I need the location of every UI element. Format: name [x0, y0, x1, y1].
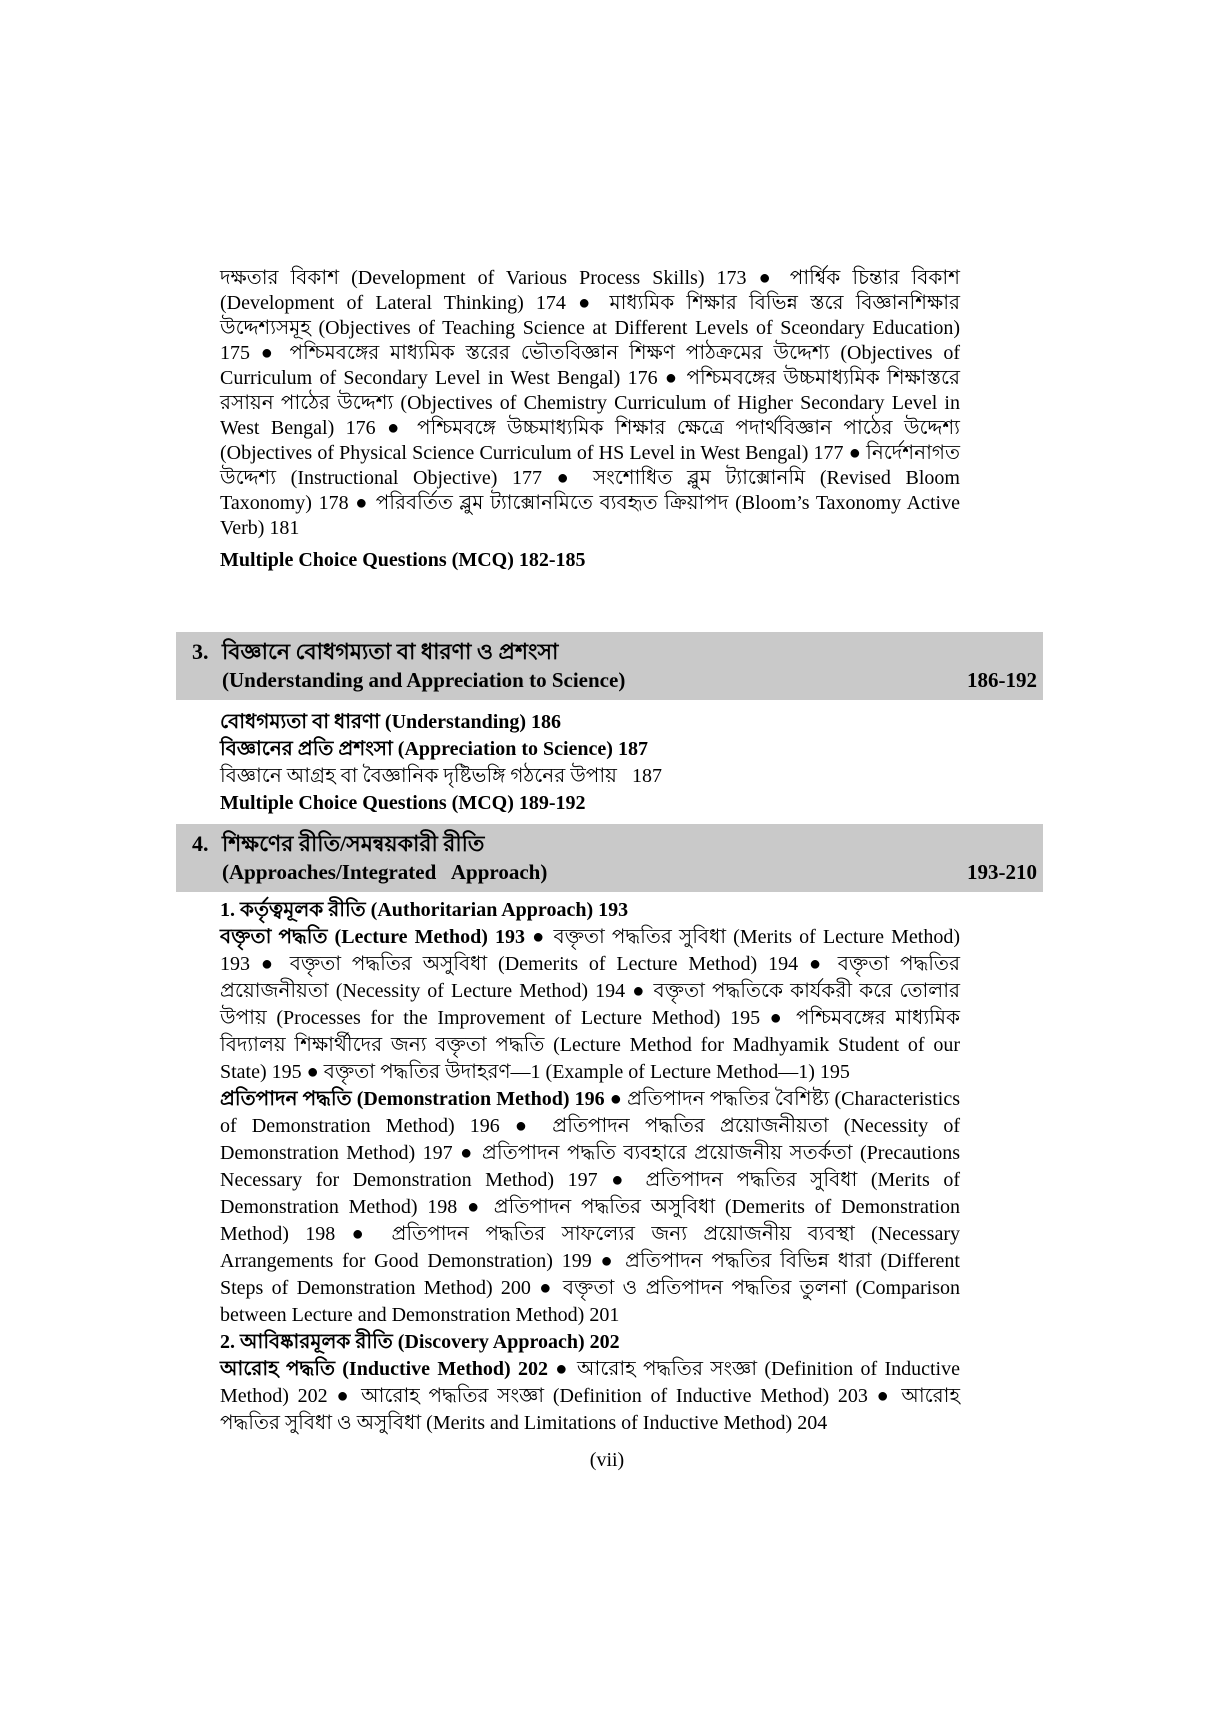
chapter4-subheading-authoritarian: 1. কর্তৃত্বমূলক রীতি (Authoritarian Approach) 193 [220, 899, 629, 921]
lecture-method-lead: বক্তৃতা পদ্ধতি (Lecture Method) 193 [220, 926, 526, 948]
demonstration-method-rest: ● প্রতিপাদন পদ্ধতির বৈশিষ্ট্য (Characteristics of Demonstration Method) 196 ● প্রতিপাদন পদ্ধতির প্রয়োজনীয়তা (Necessity of Demonstration Method) 197 ● প্রতিপাদন পদ্ধতি ব্যবহারে প্রয়োজনীয় সতর্কতা (Precautions Necessary for Demonstration Method) 197 ● প্রতিপাদন পদ্ধতির সুবিধা (Merits of Demonstration Method) 198 ● প্রতিপাদন পদ্ধতির অসুবিধা (Demerits of Demonstration Method) 198 ● প্রতিপাদন পদ্ধতির সাফল্যের জন্য প্রয়োজনীয় ব্যবস্থা (Necessary Arrangements for Good Demonstration) 199 ● প্রতিপাদন পদ্ধতির বিভিন্ন ধারা (Different Steps of Demonstration Method) 200 ● বক্তৃতা ও প্রতিপাদন পদ্ধতির তুলনা (Comparison between Lecture and Demonstration Method) 201 [220, 1088, 960, 1326]
inductive-method-lead: আরোহ পদ্ধতি (Inductive Method) 202 [220, 1358, 548, 1380]
chapter4-entries [220, 897, 960, 1437]
chapter3-page-range: 186-192 [967, 668, 1037, 692]
chapter3-number: 3. [192, 639, 209, 664]
chapter3-title-english: (Understanding and Appreciation to Science) [222, 668, 626, 692]
demonstration-method-lead: প্রতিপাদন পদ্ধতি (Demonstration Method) 196 [220, 1088, 605, 1110]
chapter4-header-band [176, 824, 1043, 892]
toc-entry: বিজ্ঞানের প্রতি প্রশংসা (Appreciation to Science) 187 [220, 738, 648, 760]
chapter4-title-english: (Approaches/Integrated Approach) [222, 860, 548, 884]
chapter4-demonstration-method-paragraph [220, 1086, 960, 1329]
chapter3-header-band [176, 632, 1043, 700]
toc-content-column [192, 266, 1037, 1437]
chapter4-title-row [192, 829, 1043, 858]
chapter3-title-bengali: বিজ্ঞানে বোধগম্যতা বা ধারণা ও প্রশংসা [222, 639, 559, 664]
chapter4-title-bengali: শিক্ষণের রীতি/সমন্বয়কারী রীতি [222, 831, 485, 856]
chapter4-inductive-method-paragraph [220, 1356, 960, 1437]
chapter4-subtitle-row [192, 858, 1043, 886]
chapter3-mcq-line: Multiple Choice Questions (MCQ) 189-192 [220, 792, 586, 814]
chapter4-page-range: 193-210 [967, 860, 1037, 884]
chapter3-entries [220, 709, 960, 817]
chapter3-title-row [192, 637, 1043, 666]
toc-entry: বিজ্ঞানে আগ্রহ বা বৈজ্ঞানিক দৃষ্টিভঙ্গি গঠনের উপায় 187 [220, 765, 662, 787]
chapter2-continuation-paragraph: দক্ষতার বিকাশ (Development of Various Process Skills) 173 ● পার্শ্বিক চিন্তার বিকাশ (Development of Lateral Thinking) 174 ● মাধ্যমিক শিক্ষার বিভিন্ন স্তরে বিজ্ঞানশিক্ষার উদ্দেশ্যসমূহ (Objectives of Teaching Science at Different Levels of Sceondary Education) 175 ● পশ্চিমবঙ্গের মাধ্যমিক স্তরের ভৌতবিজ্ঞান শিক্ষণ পাঠক্রমের উদ্দেশ্য (Objectives of Curriculum of Secondary Level in West Bengal) 176 ● পশ্চিমবঙ্গের উচ্চমাধ্যমিক শিক্ষাস্তরে রসায়ন পাঠের উদ্দেশ্য (Objectives of Chemistry Curriculum of Higher Secondary Level in West Bengal) 176 ● পশ্চিমবঙ্গে উচ্চমাধ্যমিক শিক্ষার ক্ষেত্রে পদার্থবিজ্ঞান পাঠের উদ্দেশ্য (Objectives of Physical Science Curriculum of HS Level in West Bengal) 177 ● নির্দেশনাগত উদ্দেশ্য (Instructional Objective) 177 ● সংশোধিত ব্লুম ট্যাক্সোনমি (Revised Bloom Taxonomy) 178 ● পরিবর্তিত ব্লুম ট্যাক্সোনমিতে ব্যবহৃত ক্রিয়াপদ (Bloom’s Taxonomy Active Verb) 181 [220, 267, 960, 539]
toc-entry: বোধগম্যতা বা ধারণা (Understanding) 186 [220, 711, 562, 733]
chapter4-subheading-discovery: 2. আবিষ্কারমূলক রীতি (Discovery Approach) 202 [220, 1331, 620, 1353]
chapter3-subtitle-row [192, 666, 1043, 694]
chapter2-mcq-line: Multiple Choice Questions (MCQ) 182-185 [220, 549, 586, 571]
chapter4-lecture-method-paragraph [220, 924, 960, 1086]
inductive-method-rest: ● আরোহ পদ্ধতির সংজ্ঞা (Definition of Inductive Method) 202 ● আরোহ পদ্ধতির সংজ্ঞা (Definition of Inductive Method) 203 ● আরোহ পদ্ধতির সুবিধা ও অসুবিধা (Merits and Limitations of Inductive Method) 204 [220, 1358, 960, 1434]
chapter4-number: 4. [192, 831, 209, 856]
page-folio: (vii) [589, 1449, 625, 1471]
lecture-method-rest: ● বক্তৃতা পদ্ধতির সুবিধা (Merits of Lecture Method) 193 ● বক্তৃতা পদ্ধতির অসুবিধা (Demerits of Lecture Method) 194 ● বক্তৃতা পদ্ধতির প্রয়োজনীয়তা (Necessity of Lecture Method) 194 ● বক্তৃতা পদ্ধতিকে কার্যকরী করে তোলার উপায় (Processes for the Improvement of Lecture Method) 195 ● পশ্চিমবঙ্গের মাধ্যমিক বিদ্যালয় শিক্ষার্থীদের জন্য বক্তৃতা পদ্ধতি (Lecture Method for Madhyamik Student of our State) 195 ● বক্তৃতা পদ্ধতির উদাহরণ—1 (Example of Lecture Method—1) 195 [220, 926, 960, 1083]
